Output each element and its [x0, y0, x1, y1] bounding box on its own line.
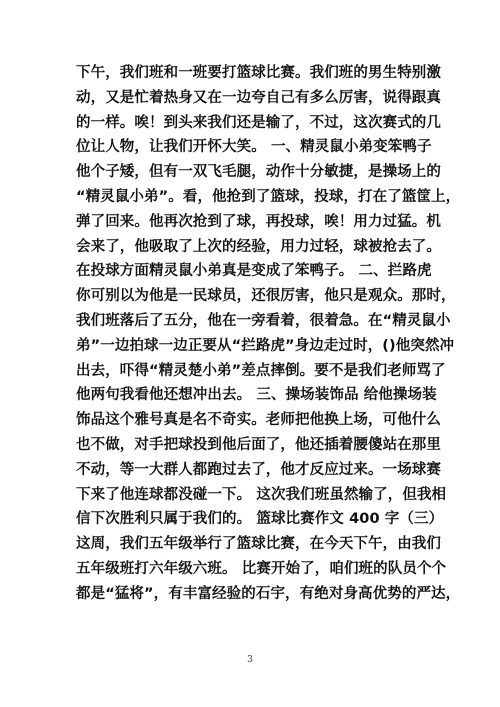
text-line: 弟”一边拍球一边正要从“拦路虎”身边走过时，()他突然冲 [76, 337, 455, 354]
text-line: 动，又是忙着热身又在一边夸自己有多么厉害，说得跟真 [76, 89, 441, 106]
text-line: 弹了回来。他再次抢到了球，再投球，唉！用力过猛。机 [76, 213, 441, 230]
text-line: 位让人物，让我们开怀大笑。 一、精灵鼠小弟变笨鸭子 [76, 139, 432, 156]
text-line: 都是“猛将”，有丰富经验的石宇，有绝对身高优势的严达， [76, 585, 461, 602]
text-line: “精灵鼠小弟”。看，他抢到了篮球，投球，打在了篮筐上， [76, 188, 461, 205]
text-line: 的一样。唉！到头来我们还是输了，不过，这次赛式的几 [76, 114, 441, 131]
text-line: 我们班落后了五分，他在一旁看着，很着急。在“精灵鼠小 [76, 312, 451, 329]
text-line: 他两句我看他还想冲出去。 三、操场装饰品 给他操场装 [76, 387, 437, 404]
text-line: 在投球方面精灵鼠小弟真是变成了笨鸭子。 二、拦路虎 [76, 263, 432, 280]
text-line: 这周，我们五年级举行了篮球比赛，在今天下午，由我们 [76, 536, 441, 553]
text-line: 会来了，他吸取了上次的经验，用力过轻，球被抢去了。 [76, 238, 441, 255]
text-line: 也不做，对手把球投到他后面了，他还插着腰傻站在那里 [76, 436, 441, 453]
body-text [76, 61, 461, 607]
text-line: 下午，我们班和一班要打篮球比赛。我们班的男生特别激 [76, 65, 441, 81]
text-line: 下来了他连球都没碰一下。 这次我们班虽然输了，但我相 [76, 486, 447, 503]
text-line: 信下次胜利只属于我们的。 篮球比赛作文 400 字（三） [76, 511, 444, 528]
text-line: 他个子矮，但有一双飞毛腿，动作十分敏捷，是操场上的 [76, 164, 441, 181]
text-line: 饰品这个雅号真是名不奇实。老师把他换上场，可他什么 [76, 412, 441, 429]
page-number: 3 [247, 655, 253, 665]
text-line: 不动，等一大群人都跑过去了，他才反应过来。一场球赛 [76, 461, 441, 478]
text-line: 五年级班打六年级六班。 比赛开始了，咱们班的队员个个 [76, 560, 447, 577]
text-line: 你可别以为他是一民球员，还很厉害，他只是观众。那时， [76, 288, 456, 305]
text-line: 出去，吓得“精灵楚小弟”差点摔倒。要不是我们老师骂了 [76, 362, 446, 379]
